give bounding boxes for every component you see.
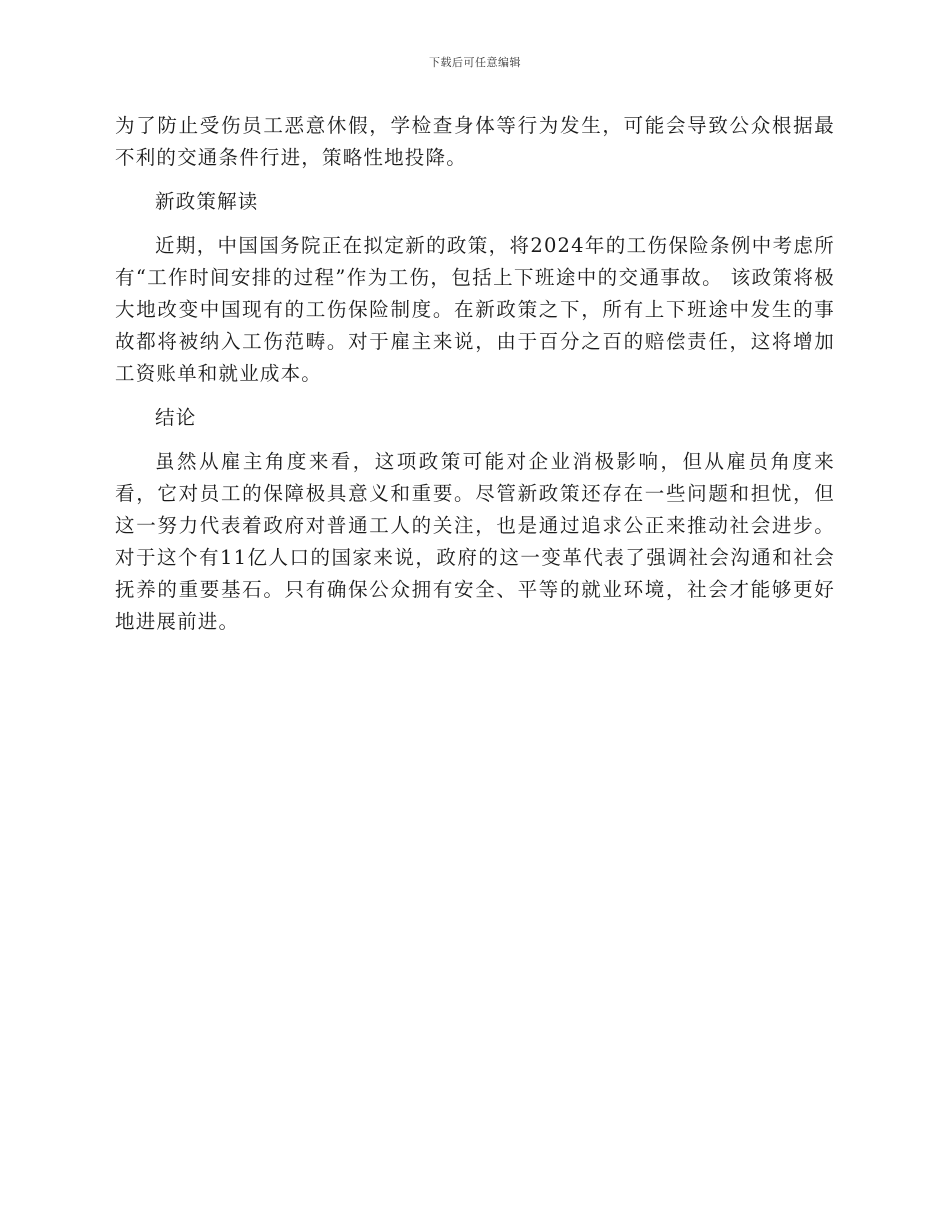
page-header-note: 下载后可任意编辑 xyxy=(429,56,521,69)
paragraph-new-policy: 近期，中国国务院正在拟定新的政策，将2024年的工伤保险条例中考虑所有“工作时间安排的过程”作为工伤，包括上下班途中的交通事故。 该政策将极大地改变中国现有的工伤保险制度。在新政策之下，所有上下班途中发生的事故都将被纳入工伤范畴。对于雇主来说，由于百分之百的赔偿责任，这将增加工资账单和就业成本。 xyxy=(115,234,835,385)
document-body xyxy=(115,110,835,638)
paragraph-conclusion: 虽然从雇主角度来看，这项政策可能对企业消极影响，但从雇员角度来看，它对员工的保障极具意义和重要。尽管新政策还存在一些问题和担忧，但这一努力代表着政府对普通工人的关注，也是通过追求公正来推动社会进步。对于这个有11亿人口的国家来说，政府的这一变革代表了强调社会沟通和社会抚养的重要基石。只有确保公众拥有安全、平等的就业环境，社会才能够更好地进展前进。 xyxy=(115,450,835,633)
section-heading-conclusion: 结论 xyxy=(155,406,197,429)
paragraph-continuation: 为了防止受伤员工恶意休假，学检查身体等行为发生，可能会导致公众根据最不利的交通条件行进，策略性地投降。 xyxy=(115,114,835,169)
section-heading-new-policy: 新政策解读 xyxy=(155,190,259,213)
